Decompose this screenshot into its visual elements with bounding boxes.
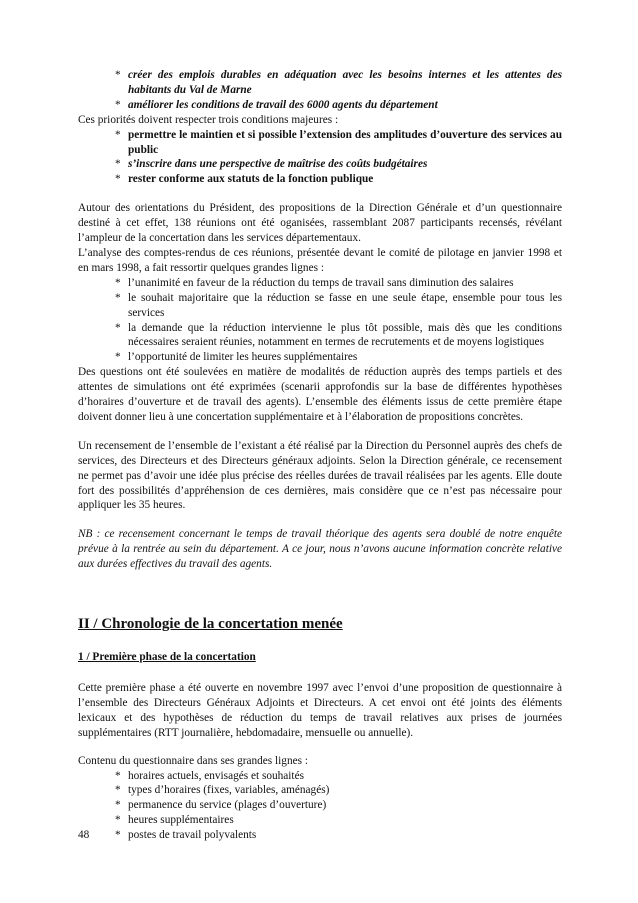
- section-title: II / Chronologie de la concertation menée: [78, 616, 343, 633]
- questionnaire-list: [78, 769, 562, 844]
- bullet-star: *: [115, 291, 121, 304]
- bullet-star: *: [115, 128, 121, 141]
- paragraph-questionnaire-intro: Contenu du questionnaire dans ses grandes lignes :: [78, 754, 308, 767]
- list-item: * l’opportunité de limiter les heures supplémentaires: [115, 351, 358, 364]
- paragraph-first-phase: Cette première phase a été ouverte en novembre 1997 avec l’envoi d’une proposition de questionnaire à l’ensemble des Directeurs Généraux Adjoints et Directeurs. A cet envoi ont été joints des éléments lexicaux et des hypothèses de réduction du temps de travail relatives aux prises de journées supplémentaires (RTT journalière, hebdomadaire, mensuelle ou annuelle).: [78, 682, 562, 739]
- list-item: * créer des emplois durables en adéquation avec les besoins internes et les attentes des habitants du Val de Marne: [115, 69, 562, 96]
- list-item: * la demande que la réduction intervienne le plus tôt possible, mais dès que les conditions nécessaires seraient réunies, notamment en termes de recrutements et de moyens logistiques: [115, 321, 562, 349]
- bullet-star: *: [115, 784, 121, 797]
- list-item: * le souhait majoritaire que la réduction se fasse en une seule étape, ensemble pour tous les services: [115, 291, 562, 319]
- priorities-list: [78, 68, 562, 113]
- list-item: * l’unanimité en faveur de la réduction du temps de travail sans diminution des salaires: [115, 276, 514, 289]
- list-item: * permettre le maintien et si possible l’extension des amplitudes d’ouverture des services au public: [115, 128, 562, 156]
- bullet-star: *: [115, 829, 121, 842]
- list-item: * rester conforme aux statuts de la fonction publique: [115, 173, 374, 186]
- findings-list: [78, 276, 562, 365]
- bullet-star: *: [115, 799, 121, 812]
- list-item: * s’inscrire dans une perspective de maîtrise des coûts budgétaires: [115, 158, 428, 171]
- bullet-star: *: [115, 173, 121, 186]
- nb-note: NB : ce recensement concernant le temps de travail théorique des agents sera doublé de notre enquête prévue à la rentrée au sein du département. A ce jour, nous n’avons aucune information concrète relative aux durées effectives du travail des agents.: [78, 528, 562, 571]
- conditions-intro: Ces priorités doivent respecter trois conditions majeures :: [78, 113, 339, 126]
- paragraph-recensement: Un recensement de l’ensemble de l’existant a été réalisé par la Direction du Personnel auprès des chefs de services, des Directeurs et des Directeurs généraux adjoints. Selon la Direction générale, ce recensement ne permet pas d’avoir une idée plus précise des réelles durées de travail réalisées par les agents. Elle doute fort des possibilités d’appréhension de ces dernières, mais considère que ce n’est pas nécessaire pour appliquer les 35 heures.: [78, 439, 562, 512]
- bullet-star: *: [115, 98, 121, 111]
- bullet-star: *: [115, 276, 121, 289]
- bullet-star: *: [115, 769, 121, 782]
- bullet-star: *: [115, 69, 121, 81]
- bullet-star: *: [115, 814, 121, 827]
- bullet-star: *: [115, 158, 121, 171]
- page-number: 48: [78, 829, 90, 841]
- list-item: * heures supplémentaires: [115, 814, 234, 827]
- list-item: * améliorer les conditions de travail des 6000 agents du département: [115, 98, 438, 111]
- paragraph-analysis: L’analyse des comptes-rendus de ces réunions, présentée devant le comité de pilotage en janvier 1998 et en mars 1998, a fait ressortir quelques grandes lignes :: [78, 246, 562, 274]
- list-item: * permanence du service (plages d’ouverture): [115, 799, 327, 812]
- list-item: * types d’horaires (fixes, variables, aménagés): [115, 784, 330, 797]
- bullet-star: *: [115, 321, 121, 334]
- subsection-title: 1 / Première phase de la concertation: [78, 651, 256, 664]
- paragraph-orientations: Autour des orientations du Président, des propositions de la Direction Générale et d’un questionnaire destiné à cet effet, 138 réunions ont été oganisées, rassemblant 2087 participants recensés, révélant l’ampleur de la concertation dans les services départementaux.: [78, 202, 562, 245]
- list-item: * horaires actuels, envisagés et souhaités: [115, 769, 304, 782]
- conditions-list: [78, 128, 562, 188]
- bullet-star: *: [115, 351, 121, 364]
- paragraph-questions: Des questions ont été soulevées en matière de modalités de réduction auprès des temps partiels et des attentes de simulations ont été exprimées (scenarii approfondis sur la base de différentes hypothèses d’horaires d’ouverture et de travail des agents). L’ensemble des éléments issus de cette première étape doivent donner lieu à une concertation supplémentaire et à l’élaboration de propositions concrètes.: [78, 366, 562, 423]
- list-item: * postes de travail polyvalents: [115, 829, 257, 842]
